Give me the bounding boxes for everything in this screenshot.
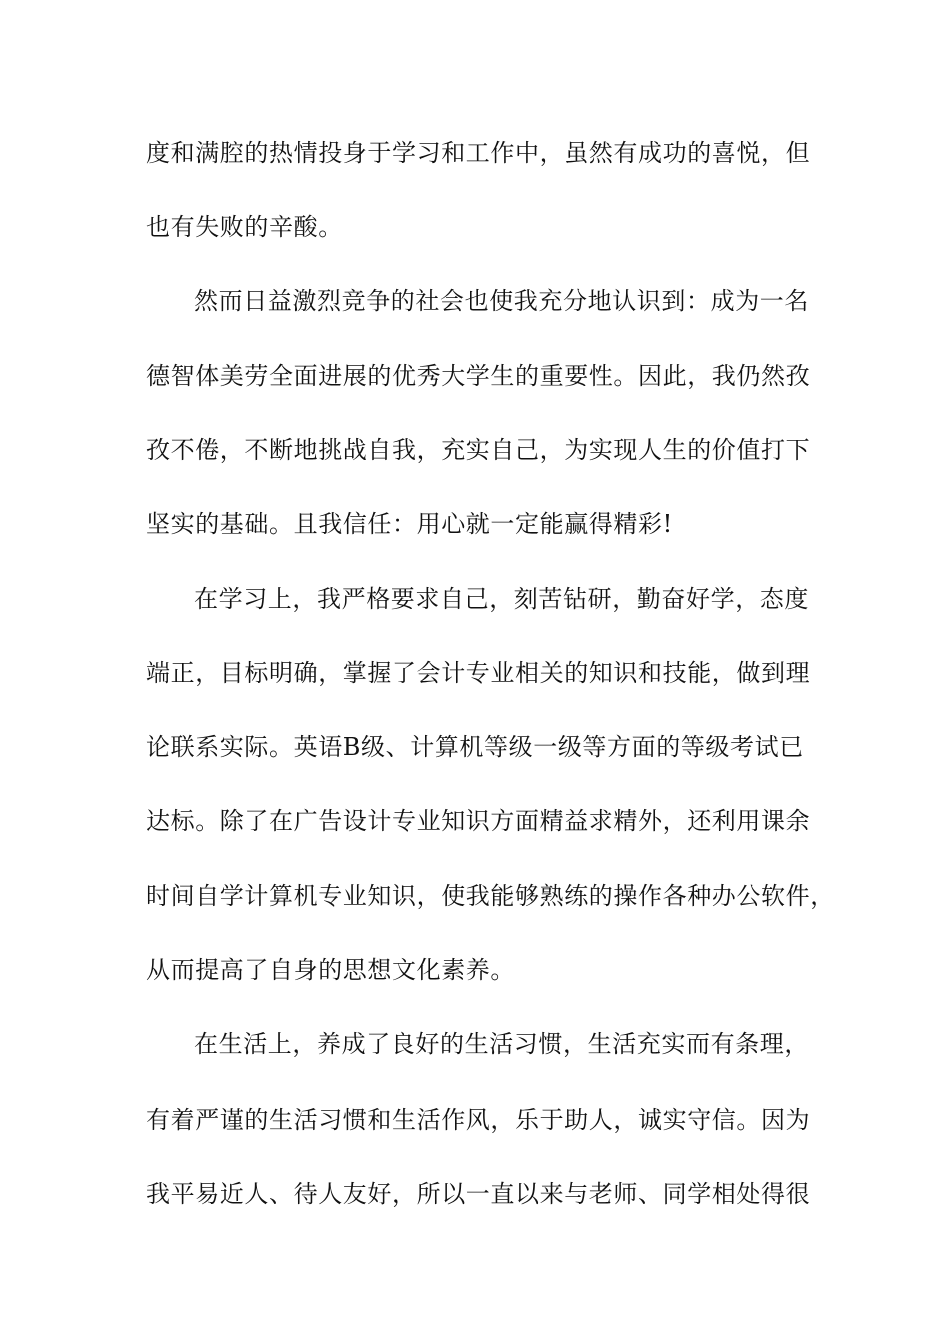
- text-line: 论联系实际。英语B级、计算机等级一级等方面的等级考试已: [146, 733, 804, 761]
- paragraph-first-line: 在生活上，养成了良好的生活习惯，生活充实而有条理，: [194, 1030, 809, 1058]
- text-line: 端正，目标明确，掌握了会计专业相关的知识和技能，做到理: [146, 659, 811, 687]
- text-line: 也有失败的辛酸。: [146, 213, 343, 241]
- text-line: 有着严谨的生活习惯和生活作风，乐于助人，诚实守信。因为: [146, 1106, 811, 1134]
- text-line: 孜不倦，不断地挑战自我，充实自己，为实现人生的价值打下: [146, 436, 811, 464]
- text-line: 时间自学计算机专业知识，使我能够熟练的操作各种办公软件，: [146, 882, 835, 910]
- paragraph-first-line: 然而日益激烈竞争的社会也使我充分地认识到：成为一名: [194, 287, 809, 315]
- text-line: 德智体美劳全面进展的优秀大学生的重要性。因此，我仍然孜: [146, 362, 811, 390]
- text-line: 达标。除了在广告设计专业知识方面精益求精外，还利用课余: [146, 807, 811, 835]
- text-line: 我平易近人、待人友好，所以一直以来与老师、同学相处得很: [146, 1180, 811, 1208]
- paragraph-first-line: 在学习上，我严格要求自己，刻苦钻研，勤奋好学，态度: [194, 585, 809, 613]
- text-line: 度和满腔的热情投身于学习和工作中，虽然有成功的喜悦，但: [146, 139, 811, 167]
- text-line: 坚实的基础。且我信任：用心就一定能赢得精彩!: [146, 510, 673, 538]
- text-line: 从而提高了自身的思想文化素养。: [146, 956, 515, 984]
